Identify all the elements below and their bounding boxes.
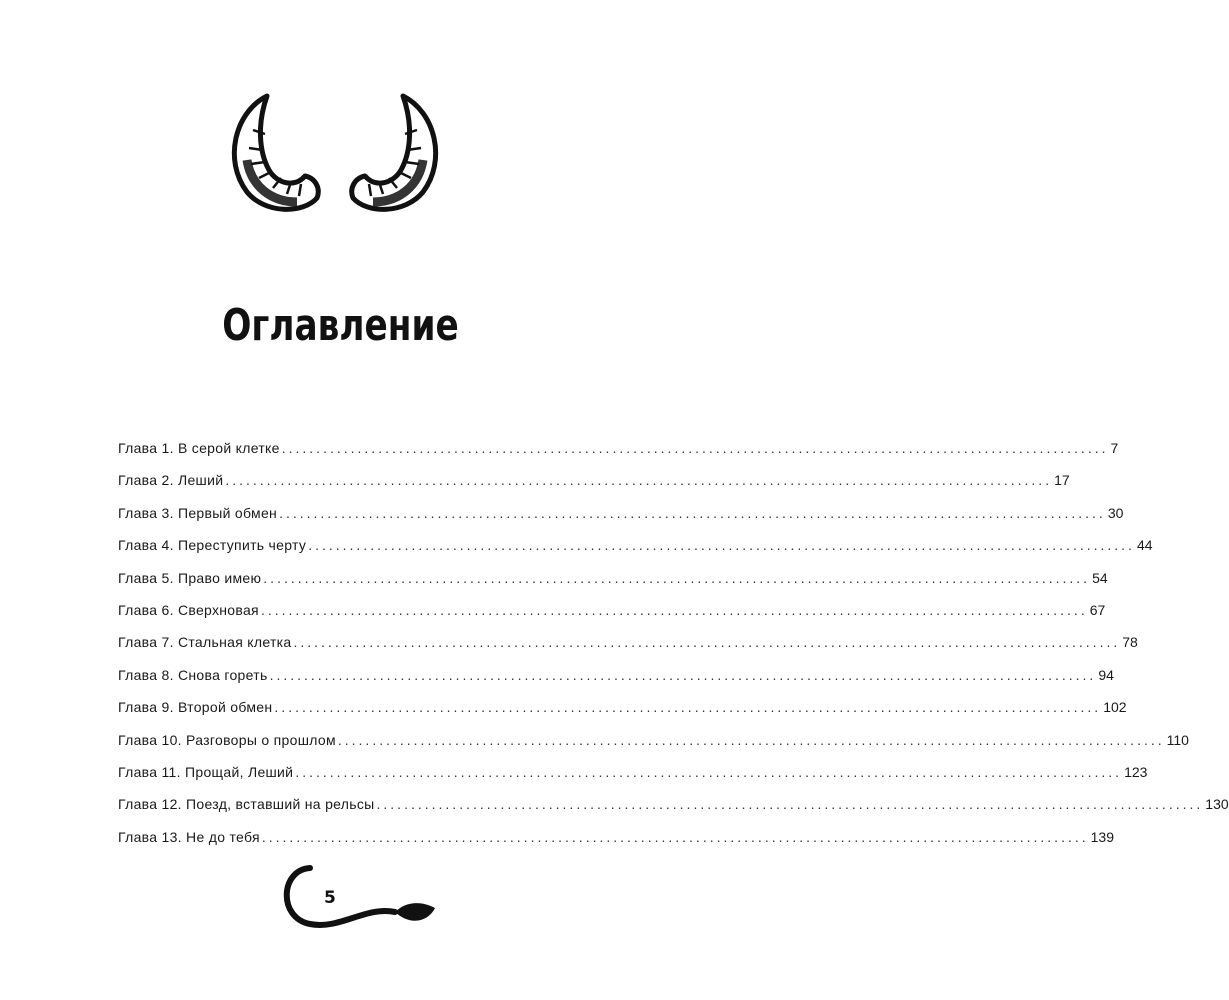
toc-dot-leader: ........................................................................................................................ xyxy=(274,699,1102,716)
toc-entry-label: Глава 11. Прощай, Леший xyxy=(118,763,294,780)
toc-entry-page: 102 xyxy=(1103,699,1127,716)
toc-entry-label: Глава 6. Сверхновая xyxy=(118,601,259,618)
toc-entry xyxy=(118,634,1138,666)
toc-dot-leader: ........................................................................................................................ xyxy=(225,472,1053,489)
toc-entry-page: 110 xyxy=(1166,731,1189,748)
toc-entry-label: Глава 7. Стальная клетка xyxy=(118,634,292,651)
page-number: 5 xyxy=(324,888,336,908)
toc-dot-leader: ........................................................................................................................ xyxy=(376,796,1204,813)
toc-dot-leader: ........................................................................................................................ xyxy=(260,601,1088,618)
toc-entry-page: 67 xyxy=(1089,601,1106,618)
toc-entry xyxy=(118,472,1070,504)
toc-entry xyxy=(118,666,1114,699)
toc-entry-label: Глава 9. Второй обмен xyxy=(118,699,273,716)
toc-dot-leader: ........................................................................................................................ xyxy=(308,537,1135,554)
toc-dot-leader: ........................................................................................................................ xyxy=(293,634,1121,651)
toc-dot-leader: ........................................................................................................................ xyxy=(281,440,1109,456)
tail-icon xyxy=(270,858,450,938)
page-title: Оглавление xyxy=(222,300,459,351)
toc-entry-label: Глава 5. Право имею xyxy=(118,569,262,586)
toc-entry xyxy=(118,796,1229,828)
right-horn-icon xyxy=(345,90,445,215)
toc-dot-leader: ........................................................................................................................ xyxy=(337,731,1165,748)
toc-entry-label: Глава 3. Первый обмен xyxy=(118,504,278,521)
toc-entry-page: 94 xyxy=(1098,666,1114,683)
toc-dot-leader: ........................................................................................................................ xyxy=(263,569,1091,586)
toc-entry xyxy=(118,537,1153,569)
toc-entry-page: 17 xyxy=(1054,472,1070,489)
toc-dot-leader: ........................................................................................................................ xyxy=(295,763,1123,780)
toc-entry xyxy=(118,569,1108,602)
toc-entry xyxy=(118,440,1119,472)
toc-entry-label: Глава 10. Разговоры о прошлом xyxy=(118,731,336,748)
toc-entry-page: 78 xyxy=(1122,634,1138,651)
toc-entry-label: Глава 2. Леший xyxy=(118,472,224,489)
footer-tail-ornament xyxy=(270,858,450,938)
toc-entry xyxy=(118,699,1127,731)
toc-entry-page: 54 xyxy=(1092,569,1108,586)
toc-entry-page: 30 xyxy=(1107,504,1124,521)
toc-entry-page: 44 xyxy=(1136,537,1153,554)
toc-dot-leader: ........................................................................................................................ xyxy=(279,504,1106,521)
toc-entry-page: 7 xyxy=(1110,440,1119,456)
toc-entry-label: Глава 12. Поезд, вставший на рельсы xyxy=(118,796,375,813)
toc-entry xyxy=(118,504,1124,537)
table-of-contents xyxy=(118,440,1229,861)
toc-entry-label: Глава 1. В серой клетке xyxy=(118,440,280,456)
toc-entry-page: 123 xyxy=(1124,763,1148,780)
toc-entry-label: Глава 13. Не до тебя xyxy=(118,828,260,845)
toc-entry-page: 130 xyxy=(1205,796,1229,813)
toc-dot-leader: ........................................................................................................................ xyxy=(261,828,1089,845)
horns-illustration xyxy=(0,90,681,225)
toc-entry-label: Глава 4. Переступить черту xyxy=(118,537,307,554)
toc-entry xyxy=(118,763,1148,796)
toc-entry xyxy=(118,601,1106,634)
toc-entry xyxy=(118,828,1114,861)
toc-entry xyxy=(118,731,1189,764)
toc-entry-page: 139 xyxy=(1090,828,1114,845)
toc-dot-leader: ........................................................................................................................ xyxy=(269,666,1097,683)
left-horn-icon xyxy=(225,90,325,215)
toc-entry-label: Глава 8. Снова гореть xyxy=(118,666,268,683)
